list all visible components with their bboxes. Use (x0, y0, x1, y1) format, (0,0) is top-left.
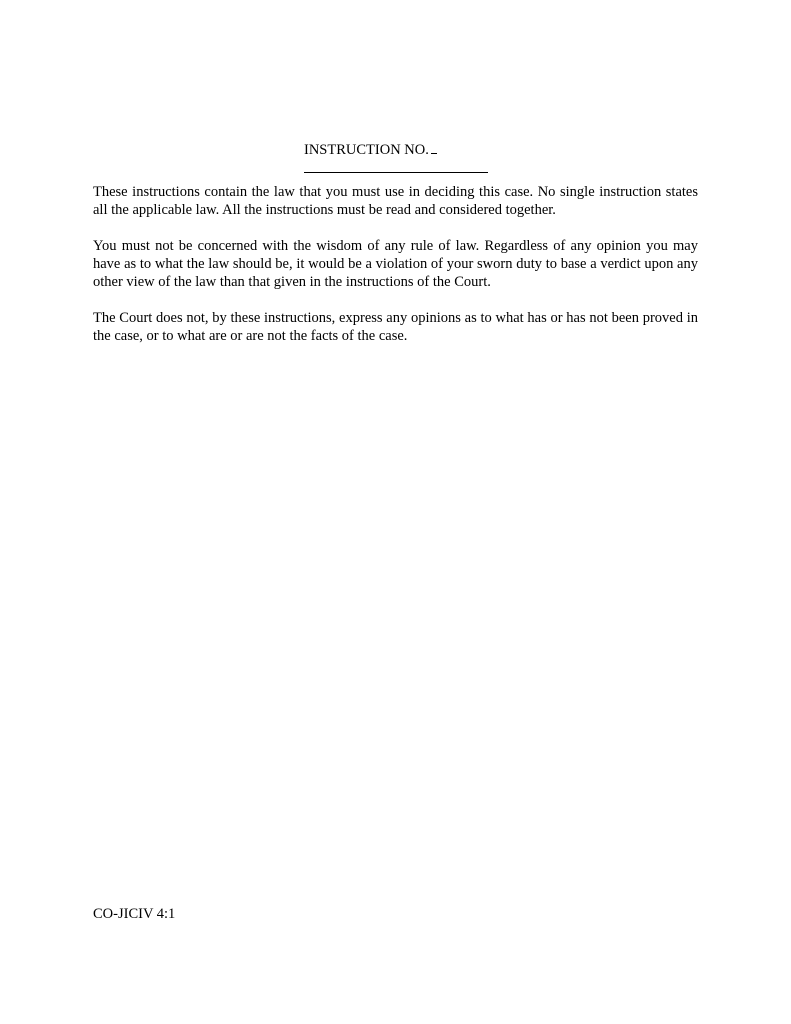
paragraph-court-opinions: The Court does not, by these instructions, express any opinions as to what has or has not been proved in the case, or to what are or are not the facts of the case. (93, 310, 698, 344)
footer-citation: CO-JICIV 4:1 (93, 906, 176, 922)
instruction-heading (304, 140, 437, 159)
instruction-heading-text: INSTRUCTION NO. (304, 142, 429, 158)
paragraph-wisdom-of-law: You must not be concerned with the wisdom of any rule of law. Regardless of any opinion you may have as to what the law should be, it would be a violation of your sworn duty to base a verdict upon any other view of the law than that given in the instructions of the Court. (93, 238, 698, 290)
instruction-number-blank (431, 140, 437, 154)
paragraph-instructions-law: These instructions contain the law that you must use in deciding this case. No single instruction states all the applicable law. All the instructions must be read and considered together. (93, 184, 698, 218)
heading-underline-rule (304, 172, 488, 173)
